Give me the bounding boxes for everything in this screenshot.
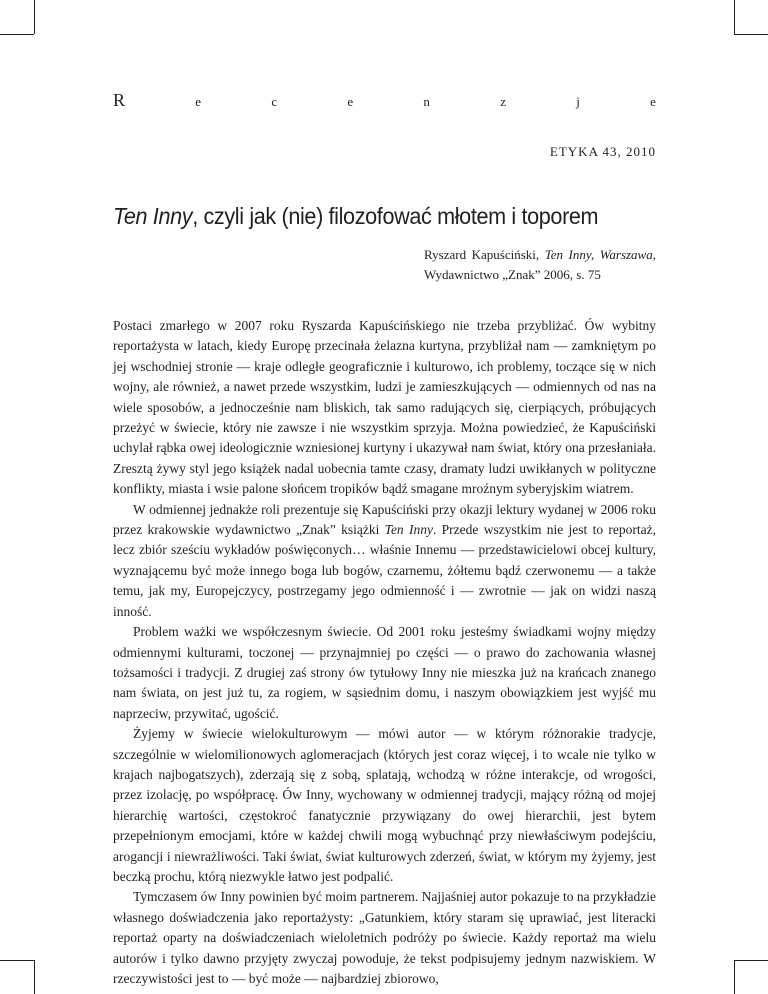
article-title-rest: , czyli jak (nie) filozofować młotem i toporem <box>192 203 599 229</box>
section-header <box>113 90 656 111</box>
crop-mark-bottom-left <box>34 960 35 994</box>
paragraph: Żyjemy w świecie wielokulturowym — mówi autor — w którym różnorakie tradycje, szczególnie w wielomilionowych aglomeracjach (których jest coraz więcej, i to wcale nie tylko w krajach najbogatszych), zderzają się z sobą, splatają, wchodzą w różne interakcje, od wrogości, przez izolację, po współpracę. Ów Inny, wychowany w odmiennej tradycji, mający różną od mojej hierarchię wartości, częstokroć fanatycznie przywiązany do owej hierarchii, jest bytem przepełnionym emocjami, które w każdej chwili mogą wybuchnąć przy niewłaściwym podejściu, arogancji i niewrażliwości. Taki świat, świat kulturowych zderzeń, świat, w którym my żyjemy, jest beczką prochu, którą niezwykle łatwo jest podpalić. <box>113 726 656 884</box>
crop-mark-top-right-h <box>734 34 768 35</box>
crop-mark-bottom-left-h <box>0 960 34 961</box>
section-letter: R <box>113 90 126 110</box>
journal-reference: ETYKA 43, 2010 <box>549 144 656 159</box>
crop-mark-top-left-h <box>0 34 34 35</box>
section-letter: e <box>650 94 656 109</box>
crop-mark-top-right <box>734 0 735 34</box>
book-title-inline: Ten Inny <box>384 522 433 538</box>
article-body <box>113 316 656 989</box>
biblio-book-title: Ten Inny, Warszawa <box>544 247 653 262</box>
section-letter: j <box>576 94 580 109</box>
article-title-italic: Ten Inny <box>113 203 193 229</box>
paragraph <box>113 500 656 622</box>
section-letter: n <box>423 94 430 109</box>
biblio-publisher: , Wydawnictwo „Znak” 2006, s. 75 <box>424 247 656 282</box>
paragraph-text: W odmiennej jednakże roli prezentuje się Kapuściński przy okazji lektury wydanej w 2006 roku przez krakowskie wydawnictwo „Znak” książki <box>113 501 656 538</box>
bibliographic-note <box>424 245 656 285</box>
paragraph: Postaci zmarłego w 2007 roku Ryszarda Kapuścińskiego nie trzeba przybliżać. Ów wybitny reportażysta w latach, kiedy Europę przecinała żelazna kurtyna, przybliżał nam — zamkniętym po jej wschodniej stronie — kraje odległe geograficznie i kulturowo, ich problemy, toczące się w nich wojny, ale również, a nawet przede wszystkim, ludzi je zamieszkujących — odmiennych od nas na wiele sposobów, a jednocześnie nam bliskich, tak samo radujących się, cierpiących, próbujących przeżyć w świecie, który nie zawsze i nie wszystkim sprzyja. Można powiedzieć, że Kapuściński uchylał rąbka owej ideologicznie wzniesionej kurtyny i ukazywał nam świat, który ona przesłaniała. Zresztą żywy styl jego książek nadal uobecnia tamte czasy, dramaty ludzi uwikłanych w polityczne konflikty, miasta i wsie palone słońcem tropików bądź smagane mroźnym syberyjskim wiatrem. <box>113 318 656 497</box>
paragraph-text: . Przede wszystkim nie jest to reportaż, lecz zbiór sześciu wykładów poświęconych… właśnie Innemu — przedstawicielowi obcej kultury, wyznającemu być może innego boga lub bogów, czarnemu, żółtemu bądź czerwonemu — a także temu, jak my, Europejczycy, postrzegamy jego odmienność i — zwrotnie — jak on widzi naszą inność. <box>113 522 656 619</box>
paragraph: Problem ważki we współczesnym świecie. Od 2001 roku jesteśmy świadkami wojny między odmiennymi kulturami, toczonej — przynajmniej po części — o prawo do zachowania własnej tożsamości i tradycji. Z drugiej zaś strony ów tytułowy Inny nie mieszka już na krańcach znanego nam świata, on jest już tu, za rogiem, w sąsiednim domu, i naszym obowiązkiem jest wyjść mu naprzeciw, przywitać, ugościć. <box>113 624 656 721</box>
crop-mark-top-left <box>34 0 35 34</box>
section-letter: e <box>347 94 354 109</box>
article-title <box>113 203 628 230</box>
section-letter: z <box>500 94 506 109</box>
crop-mark-bottom-right-h <box>734 960 768 961</box>
section-letter: e <box>195 94 202 109</box>
biblio-author: Ryszard Kapuściński, <box>424 247 545 262</box>
crop-mark-bottom-right <box>734 960 735 994</box>
paragraph: Tymczasem ów Inny powinien być moim partnerem. Najjaśniej autor pokazuje to na przykładzie własnego doświadczenia jako reportażysty: „Gatunkiem, który staram się uprawiać, jest literacki reportaż oparty na doświadczeniach wieloletnich podróży po świecie. Każdy reportaż ma wielu autorów i tylko dawno przyjęty zwyczaj powoduje, że tekst podpisujemy jednym nazwiskiem. W rzeczywistości jest to — być może — najbardziej zbiorowo, <box>113 889 656 986</box>
section-letter: c <box>271 94 278 109</box>
